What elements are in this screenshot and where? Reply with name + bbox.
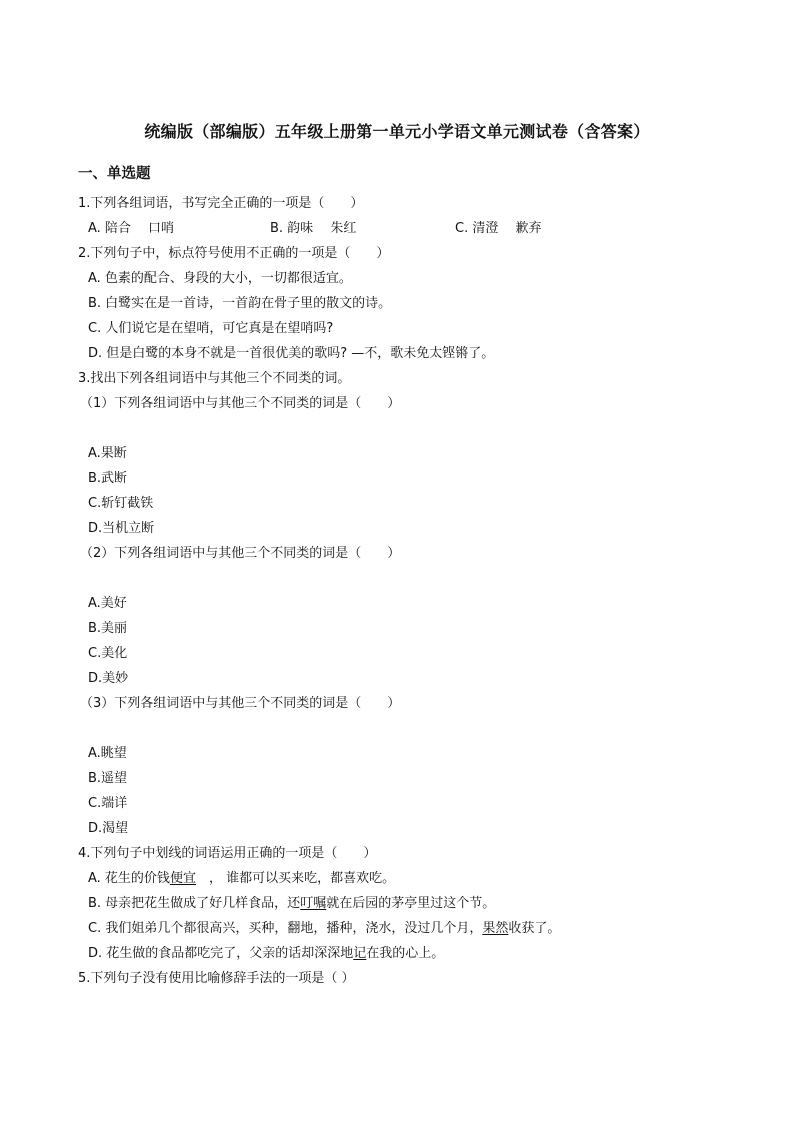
question-3-2-stem: （2）下列各组词语中与其他三个不同类的词是（ ） [80, 546, 401, 561]
question-1-option-c: C. 清澄 歉弃 [455, 221, 542, 236]
question-4-option-b [88, 895, 495, 913]
question-1-option-b: B. 韵味 朱红 [270, 221, 357, 236]
option-text: 在我的心上。 [366, 946, 445, 961]
option-text: D. 花生做的食品都吃完了，父亲的话却深深地 [88, 946, 354, 961]
question-4-option-d [88, 945, 444, 963]
question-3-2-option-a: A.美好 [88, 596, 127, 611]
question-1-option-a: A. 陪合 口哨 [88, 221, 175, 236]
underlined-word: 记 [353, 946, 367, 961]
underlined-word: 便宜 [169, 871, 196, 886]
section-heading: 一、单选题 [78, 166, 151, 182]
question-3-2-option-d: D.美妙 [88, 671, 129, 686]
question-3-3-option-d: D.渴望 [88, 821, 129, 836]
question-4-stem: 4.下列句子中划线的词语运用正确的一项是（ ） [78, 846, 377, 861]
question-4-option-a [88, 870, 395, 888]
option-text: B. 母亲把花生做成了好几样食品，还 [88, 896, 301, 911]
question-5-stem: 5.下列句子没有使用比喻修辞手法的一项是（ ） [78, 971, 355, 986]
option-text: C. 我们姐弟几个都很高兴，买种，翻地，播种，浇水，没过几个月， [88, 921, 483, 936]
question-3-1-stem: （1）下列各组词语中与其他三个不同类的词是（ ） [80, 396, 401, 411]
question-2-stem: 2.下列句子中，标点符号使用不正确的一项是（ ） [78, 246, 390, 261]
option-text: 就在后园的茅亭里过这个节。 [326, 896, 496, 911]
question-2-option-b: B. 白鹭实在是一首诗，一首韵在骨子里的散文的诗。 [88, 296, 392, 311]
underlined-word: 叮嘱 [300, 896, 327, 911]
question-3-2-option-c: C.美化 [88, 646, 128, 661]
question-1-stem: 1.下列各组词语，书写完全正确的一项是（ ） [78, 196, 364, 211]
question-3-3-stem: （3）下列各组词语中与其他三个不同类的词是（ ） [80, 696, 401, 711]
option-text: A. 花生的价钱 [88, 871, 170, 886]
question-2-option-c: C. 人们说它是在望哨，可它真是在望哨吗? [88, 321, 334, 336]
page-title: 统编版（部编版）五年级上册第一单元小学语文单元测试卷（含答案） [144, 122, 650, 141]
question-3-1-option-d: D.当机立断 [88, 521, 155, 536]
option-text: ， 谁都可以买来吃，都喜欢吃。 [195, 871, 396, 886]
question-3-1-option-c: C.斩钉截铁 [88, 496, 154, 511]
question-3-stem: 3.找出下列各组词语中与其他三个不同类的词。 [78, 371, 351, 386]
question-2-option-d: D. 但是白鹭的本身不就是一首很优美的歌吗? —不，歌未免太铿锵了。 [88, 346, 495, 361]
underlined-word: 果然 [482, 921, 509, 936]
question-3-3-option-a: A.眺望 [88, 746, 127, 761]
question-2-option-a: A. 色素的配合、身段的大小，一切都很适宜。 [88, 271, 352, 286]
question-4-option-c [88, 920, 560, 938]
question-3-1-option-b: B.武断 [88, 471, 128, 486]
question-3-1-option-a: A.果断 [88, 446, 127, 461]
question-3-3-option-c: C.端详 [88, 796, 128, 811]
option-text: 收获了。 [508, 921, 561, 936]
question-3-3-option-b: B.遥望 [88, 771, 128, 786]
question-3-2-option-b: B.美丽 [88, 621, 128, 636]
